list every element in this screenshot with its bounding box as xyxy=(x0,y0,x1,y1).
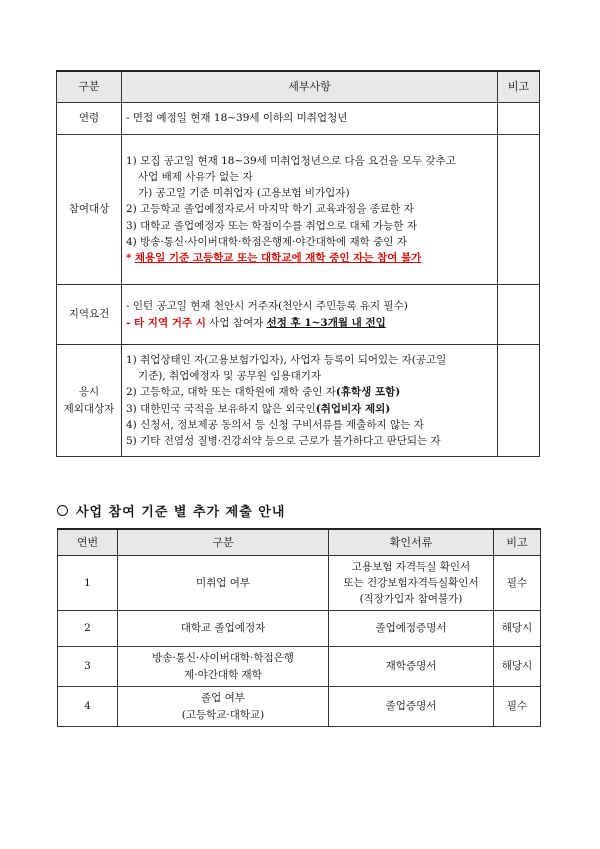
category-line: (고등학교·대학교) xyxy=(181,708,265,721)
row-target-label: 참여대상 xyxy=(57,135,122,285)
target-line-1: 1) 모집 공고일 현재 18~39세 미취업청년으로 다음 요건을 모두 갖추고 xyxy=(126,154,456,167)
exclusion-line-1: 1) 취업상태인 자(고용보험가입자), 사업자 등록이 되어있는 자(공고일 xyxy=(126,353,447,366)
row-number: 4 xyxy=(58,687,118,727)
category-line: 제·야간대학 재학 xyxy=(184,668,262,681)
exclusion-line-4-bold: (취업비자 제외) xyxy=(315,402,391,415)
region-line-2 xyxy=(126,315,493,331)
header-number: 연번 xyxy=(58,529,118,556)
exclusion-line-3 xyxy=(126,384,493,400)
note-star: * xyxy=(126,252,132,265)
doc-line: 고용보험 자격득실 확인서 xyxy=(351,560,471,573)
category-line: 방송·통신·사이버대학·학점은행 xyxy=(152,652,294,665)
exclusion-line-4-text: 3) 대한민국 국적을 보유하지 않은 외국인 xyxy=(126,402,316,415)
target-line-4: 2) 고등학교 졸업예정자로서 마지막 학기 교육과정을 종료한 자 xyxy=(126,203,414,216)
target-line-5: 3) 대학교 졸업예정자 또는 학점이수를 취업으로 대체 가능한 자 xyxy=(126,219,418,232)
header-category: 구분 xyxy=(118,529,329,556)
row-exclusion-details xyxy=(122,345,498,457)
exclusion-line-2: 기준), 취업예정자 및 공무원 임용대기자 xyxy=(138,369,322,382)
header-documents: 확인서류 xyxy=(329,529,494,556)
row-remarks: 필수 xyxy=(494,687,541,727)
section-heading xyxy=(57,501,285,520)
row-category xyxy=(118,647,329,687)
category-line: 졸업 여부 xyxy=(201,692,245,705)
row-documents: 졸업증명서 xyxy=(329,687,494,727)
row-exclusion-remarks xyxy=(498,345,540,457)
note-text: 채용일 기준 고등학교 또는 대학교에 재학 중인 자는 참여 불가 xyxy=(134,252,422,265)
exclusion-line-6: 5) 기타 전염성 질병·건강쇠약 등으로 근로가 불가하다고 판단되는 자 xyxy=(126,435,441,448)
circle-bullet-icon xyxy=(57,505,68,516)
table-row xyxy=(58,556,541,611)
row-remarks: 해당시 xyxy=(494,647,541,687)
row-exclusion-label xyxy=(57,345,122,457)
row-number: 1 xyxy=(58,556,118,611)
header-remarks: 비고 xyxy=(494,529,541,556)
region-mid: 사업 참여자 xyxy=(205,316,267,329)
exclusion-line-3-bold: (휴학생 포함) xyxy=(335,386,401,399)
section-title: 사업 참여 기준 별 추가 제출 안내 xyxy=(76,505,286,520)
target-line-6: 4) 방송·통신·사이버대학·학점은행제·야간대학에 재학 중인 자 xyxy=(126,235,407,248)
row-documents: 졸업예정증명서 xyxy=(329,611,494,647)
exclusion-line-3-text: 2) 고등학교, 대학 또는 대학원에 재학 중인 자 xyxy=(126,386,336,399)
row-region-details xyxy=(122,285,498,345)
row-remarks: 해당시 xyxy=(494,611,541,647)
row-target-remarks xyxy=(498,135,540,285)
target-line-2: 사업 배제 사유가 없는 자 xyxy=(138,170,253,183)
row-documents xyxy=(329,556,494,611)
doc-line: 또는 건강보험자격득실확인서 xyxy=(343,576,479,589)
table-row xyxy=(58,611,541,647)
row-region-remarks xyxy=(498,285,540,345)
exclusion-line-5: 4) 신청서, 정보제공 동의서 등 신청 구비서류를 제출하지 않는 자 xyxy=(126,418,424,431)
row-target-details xyxy=(122,135,498,285)
table-row xyxy=(58,647,541,687)
documents-table xyxy=(57,528,541,727)
region-line-1: - 인턴 공고일 현재 천안시 거주자(천안시 주민등록 유지 필수) xyxy=(126,300,408,313)
row-region-label: 지역요건 xyxy=(57,285,122,345)
row-number: 2 xyxy=(58,611,118,647)
eligibility-table xyxy=(56,70,540,457)
header-details: 세부사항 xyxy=(122,71,498,103)
region-red-prefix: - 타 지역 거주 시 xyxy=(126,316,206,329)
row-age-label: 연령 xyxy=(57,103,122,135)
target-line-3: 가) 공고일 기준 미취업자 (고용보험 비가입자) xyxy=(138,187,350,200)
row-number: 3 xyxy=(58,647,118,687)
exclusion-label-2: 제외대상자 xyxy=(63,402,115,415)
row-category: 미취업 여부 xyxy=(118,556,329,611)
row-category xyxy=(118,687,329,727)
age-line: - 면접 예정일 현재 18~39세 이하의 미취업청년 xyxy=(126,112,348,125)
row-category: 대학교 졸업예정자 xyxy=(118,611,329,647)
region-deadline: 선정 후 1~3개월 내 전입 xyxy=(266,316,386,329)
exclusion-line-4 xyxy=(126,401,493,417)
row-age-details xyxy=(122,103,498,135)
header-remarks: 비고 xyxy=(498,71,540,103)
table-row xyxy=(58,687,541,727)
row-remarks: 필수 xyxy=(494,556,541,611)
exclusion-label-1: 응시 xyxy=(78,386,100,399)
header-category: 구분 xyxy=(57,71,122,103)
row-age-remarks xyxy=(498,103,540,135)
row-documents: 재학증명서 xyxy=(329,647,494,687)
doc-line: (직장가입자 참여불가) xyxy=(359,593,463,606)
target-note xyxy=(126,250,493,266)
